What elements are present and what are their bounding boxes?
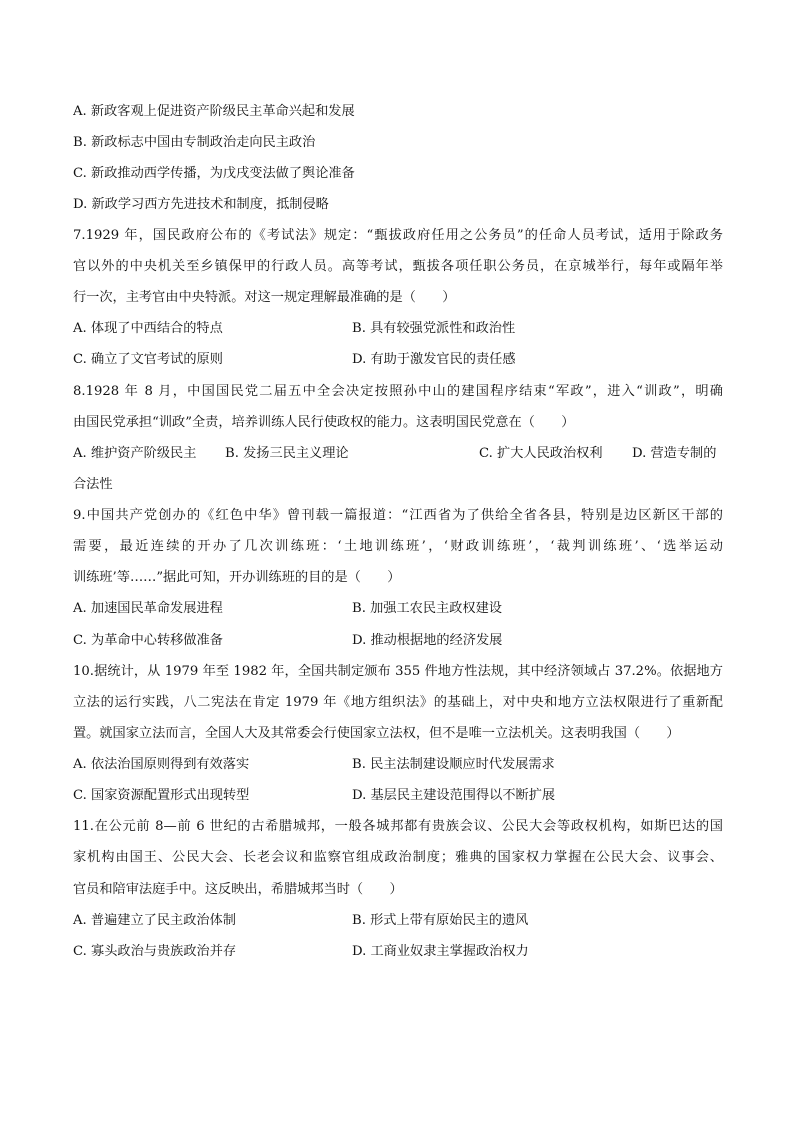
q8-stem-line-2: 由国民党承担“训政”全责，培养训练人民行使政权的能力。这表明国民党意在（ ） bbox=[73, 415, 575, 430]
q11-stem-line-1: 11.在公元前 8—前 6 世纪的古希腊城邦，一般各城邦都有贵族会议、公民大会等政权机构，如斯巴达的国 bbox=[73, 819, 723, 834]
q11-stem-line-3: 官员和陪审法庭手中。这反映出，希腊城邦当时（ ） bbox=[73, 882, 403, 897]
q9-option-a: A. 加速国民革命发展进程 bbox=[73, 601, 223, 616]
q7-option-d: D. 有助于激发官民的责任感 bbox=[352, 352, 516, 367]
q8-option-a: A. 维护资产阶级民主 bbox=[73, 446, 197, 461]
q8-option-b: B. 发扬三民主义理论 bbox=[225, 446, 349, 461]
q7-stem-line-2: 官以外的中央机关至乡镇保甲的行政人员。高等考试，甄拔各项任职公务员，在京城举行，每年或隔年举 bbox=[73, 259, 723, 274]
q7-option-c: C. 确立了文官考试的原则 bbox=[73, 352, 223, 367]
q11-option-b: B. 形式上带有原始民主的遗风 bbox=[352, 913, 529, 928]
q9-option-c: C. 为革命中心转移做准备 bbox=[73, 633, 223, 648]
q9-stem-line-2: 需要，最近连续的开办了几次训练班：‘土地训练班’，‘财政训练班’，‘裁判训练班’、‘选举运动 bbox=[73, 539, 723, 554]
q8-stem-line-1: 8.1928 年 8 月，中国国民党二届五中全会决定按照孙中山的建国程序结束“军政”，进入“训政”，明确 bbox=[73, 384, 723, 399]
q11-option-d: D. 工商业奴隶主掌握政治权力 bbox=[352, 944, 529, 959]
q6-option-c: C. 新政推动西学传播，为戊戌变法做了舆论准备 bbox=[73, 166, 355, 181]
q7-stem-line-1: 7.1929 年，国民政府公布的《考试法》规定：“甄拔政府任用之公务员”的任命人员考试，适用于除政务 bbox=[73, 228, 723, 243]
q9-stem-line-1: 9.中国共产党创办的《红色中华》曾刊载一篇报道：“江西省为了供给全省各县，特别是边区新区干部的 bbox=[73, 508, 723, 523]
q7-option-a: A. 体现了中西结合的特点 bbox=[73, 321, 223, 336]
q7-stem-line-3: 行一次，主考官由中央特派。对这一规定理解最准确的是（ ） bbox=[73, 290, 456, 305]
q6-option-a: A. 新政客观上促进资产阶级民主革命兴起和发展 bbox=[73, 104, 355, 119]
q8-option-c: C. 扩大人民政治权利 bbox=[479, 446, 603, 461]
q10-stem-line-3: 置。就国家立法而言，全国人大及其常委会行使国家立法权，但不是唯一立法机关。这表明我国（ ） bbox=[73, 726, 680, 741]
q11-stem-line-2: 家机构由国王、公民大会、长老会议和监察官组成政治制度；雅典的国家权力掌握在公民大会、议事会、 bbox=[73, 850, 723, 865]
q7-option-b: B. 具有较强党派性和政治性 bbox=[352, 321, 516, 336]
q9-option-d: D. 推动根据地的经济发展 bbox=[352, 633, 503, 648]
q11-option-c: C. 寡头政治与贵族政治并存 bbox=[73, 944, 237, 959]
q9-stem-line-3: 训练班’等……”据此可知，开办训练班的目的是（ ） bbox=[73, 570, 401, 585]
q8-option-d: D. 营造专制的 bbox=[632, 446, 717, 461]
q10-option-b: B. 民主法制建设顺应时代发展需求 bbox=[352, 757, 555, 772]
q8-option-d-wrap: 合法性 bbox=[73, 477, 113, 492]
q9-option-b: B. 加强工农民主政权建设 bbox=[352, 601, 502, 616]
q6-option-b: B. 新政标志中国由专制政治走向民主政治 bbox=[73, 135, 316, 150]
q10-stem-line-2: 立法的运行实践，八二宪法在肯定 1979 年《地方组织法》的基础上，对中央和地方立法权限进行了重新配 bbox=[73, 695, 723, 710]
q10-option-c: C. 国家资源配置形式出现转型 bbox=[73, 788, 250, 803]
q6-option-d: D. 新政学习西方先进技术和制度，抵制侵略 bbox=[73, 197, 329, 212]
q11-option-a: A. 普遍建立了民主政治体制 bbox=[73, 913, 236, 928]
q10-option-d: D. 基层民主建设范围得以不断扩展 bbox=[352, 788, 556, 803]
q10-stem-line-1: 10.据统计，从 1979 年至 1982 年，全国共制定颁布 355 件地方性法规，其中经济领域占 37.2%。依据地方 bbox=[73, 664, 723, 679]
q10-option-a: A. 依法治国原则得到有效落实 bbox=[73, 757, 250, 772]
